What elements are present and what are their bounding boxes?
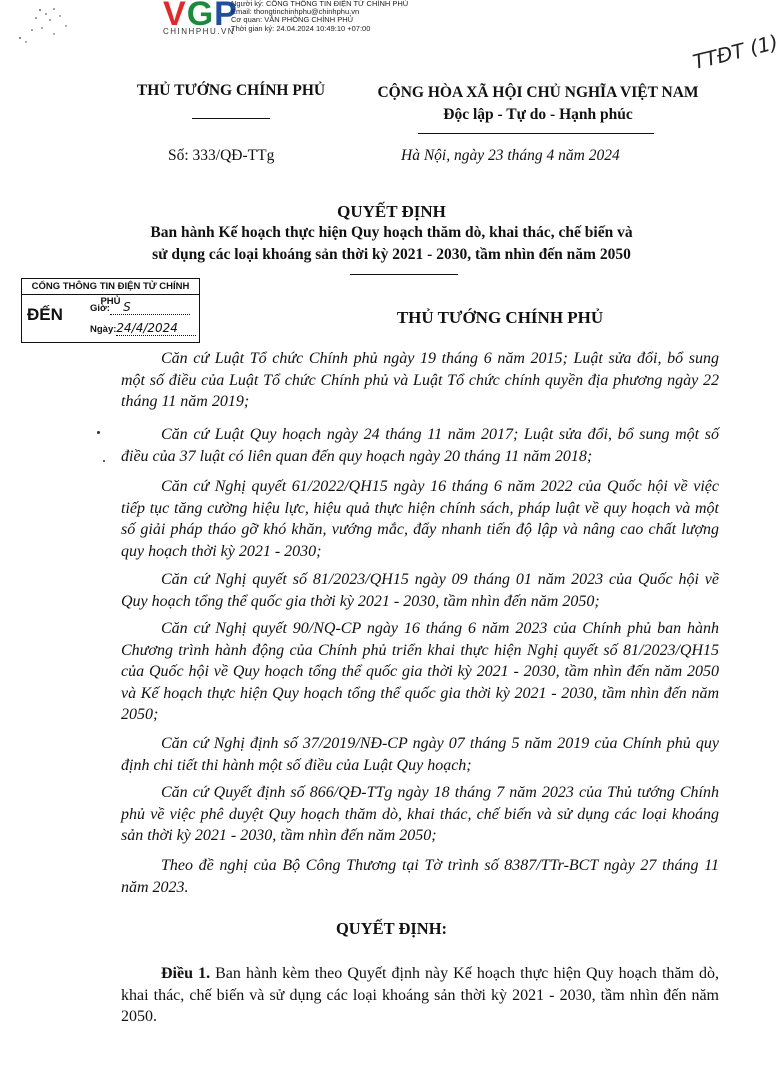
article-1-label: Điều 1.	[161, 965, 211, 982]
signature-email: Email: thongtinchinhphu@chinhphu.vn	[231, 7, 360, 17]
preamble-text: Căn cứ Nghị quyết số 81/2023/QH15 ngày 09 tháng 01 năm 2023 của Quốc hội về Quy hoạch tổng thể quốc gia thời kỳ 2021 - 2030, tầm nhìn đến năm 2050;	[121, 571, 719, 610]
document-date: Hà Nội, ngày 23 tháng 4 năm 2024	[401, 147, 620, 164]
issuer-underline	[192, 118, 270, 119]
decision-heading: QUYẾT ĐỊNH:	[335, 919, 448, 938]
preamble-paragraph	[121, 855, 719, 898]
article-1-text: Ban hành kèm theo Quyết định này Kế hoạch thực hiện Quy hoạch thăm dò, khai thác, chế biến và sử dụng các loại khoáng sản thời kỳ 2021 - 2030, tầm nhìn đến năm 2050.	[121, 965, 719, 1025]
logo-letter-g: G	[186, 0, 215, 33]
stamp-header: CỔNG THÔNG TIN ĐIỆN TỬ CHÍNH PHỦ	[22, 279, 199, 295]
issuer-heading: THỦ TƯỚNG CHÍNH PHỦ	[136, 82, 326, 99]
preamble-text: Căn cứ Nghị quyết 61/2022/QH15 ngày 16 tháng 6 năm 2022 của Quốc hội về việc tiếp tục tăng cường hiệu lực, hiệu quả thực hiện chính sách, pháp luật về quy hoạch và một số giải pháp tháo gỡ khó khăn, vướng mắc, đẩy nhanh tiến độ lập và nâng cao chất lượng quy hoạch thời kỳ 2021 - 2030;	[121, 478, 719, 560]
preamble-paragraph	[121, 618, 719, 726]
signature-time: Thời gian ký: 24.04.2024 10:49:10 +07:00	[231, 23, 371, 33]
preamble-text: Căn cứ Nghị quyết 90/NQ-CP ngày 16 tháng 6 năm 2023 của Chính phủ ban hành Chương trình hành động của Chính phủ triển khai thực hiện Nghị quyết số 81/2023/QH15 của Quốc hội về Quy hoạch tổng thể quốc gia thời kỳ 2021 - 2030, tầm nhìn đến năm 2050 và Kế hoạch thực hiện Quy hoạch tổng thể quốc gia thời kỳ 2021 - 2030, tầm nhìn đến năm 2050;	[121, 620, 719, 723]
preamble-paragraph	[121, 569, 719, 612]
preamble-paragraph	[121, 782, 719, 847]
stamp-time-value: S	[123, 300, 131, 314]
scan-speckles	[14, 6, 74, 46]
preamble-paragraph	[121, 476, 719, 562]
preamble-paragraph	[121, 424, 719, 467]
preamble-text: Căn cứ Nghị định số 37/2019/NĐ-CP ngày 07 tháng 5 năm 2019 của Chính phủ quy định chi tiết thi hành một số điều của Luật Quy hoạch;	[121, 735, 719, 774]
decision-subject-line-2: sử dụng các loại khoáng sản thời kỳ 2021 - 2030, tầm nhìn đến năm 2050	[152, 246, 631, 263]
document-number: Số: 333/QĐ-TTg	[168, 147, 275, 164]
nation-heading	[358, 82, 718, 126]
stamp-date-value: 24/4/2024	[116, 321, 178, 335]
logo-letter-v: V	[163, 0, 187, 33]
vgp-logo-caption: CHINHPHU.VN	[163, 27, 236, 36]
preamble-text: Căn cứ Luật Quy hoạch ngày 24 tháng 11 năm 2017; Luật sửa đổi, bổ sung một số điều của 37 luật có liên quan đến quy hoạch ngày 20 tháng 11 năm 2018;	[121, 426, 719, 465]
preamble-text: Theo đề nghị của Bộ Công Thương tại Tờ trình số 8387/TTr-BCT ngày 27 tháng 11 năm 2023.	[121, 857, 719, 896]
article-1	[121, 963, 719, 1028]
stamp-den: ĐẾN	[27, 305, 63, 324]
authority-heading: THỦ TƯỚNG CHÍNH PHỦ	[396, 308, 604, 327]
logo-letter-p: P	[214, 0, 238, 33]
handwritten-note: TTĐT (1)	[690, 29, 781, 75]
decision-subject-line-1: Ban hành Kế hoạch thực hiện Quy hoạch thăm dò, khai thác, chế biến và	[150, 224, 633, 241]
signature-agency: Cơ quan: VĂN PHÒNG CHÍNH PHỦ	[231, 15, 354, 25]
nation-name: CỘNG HÒA XÃ HỘI CHỦ NGHĨA VIỆT NAM	[377, 84, 699, 101]
scan-mark	[103, 460, 105, 462]
stamp-date-label: Ngày:	[90, 324, 117, 335]
scan-mark	[97, 431, 100, 434]
title-underline	[350, 274, 458, 275]
preamble-text: Căn cứ Luật Tổ chức Chính phủ ngày 19 tháng 6 năm 2015; Luật sửa đổi, bổ sung một số điều của Luật Tổ chức Chính phủ và Luật Tổ chức chính quyền địa phương ngày 22 tháng 11 năm 2019;	[121, 350, 719, 410]
preamble-paragraph	[121, 348, 719, 413]
preamble-text: Căn cứ Quyết định số 866/QĐ-TTg ngày 18 tháng 7 năm 2023 của Thủ tướng Chính phủ về việc phê duyệt Quy hoạch thăm dò, khai thác, chế biến và sử dụng các loại khoáng sản thời kỳ 2021 - 2030, tầm nhìn đến năm 2050;	[121, 784, 719, 844]
signature-signer: Người ký: CỔNG THÔNG TIN ĐIỆN TỬ CHÍNH PHỦ	[231, 0, 409, 8]
digital-signature-info	[231, 0, 408, 33]
stamp-time-label: Giờ:	[90, 303, 110, 314]
national-motto: Độc lập - Tự do - Hạnh phúc	[443, 106, 633, 123]
preamble-paragraph	[121, 733, 719, 776]
motto-underline	[418, 133, 654, 134]
decision-title: QUYẾT ĐỊNH	[337, 202, 446, 221]
